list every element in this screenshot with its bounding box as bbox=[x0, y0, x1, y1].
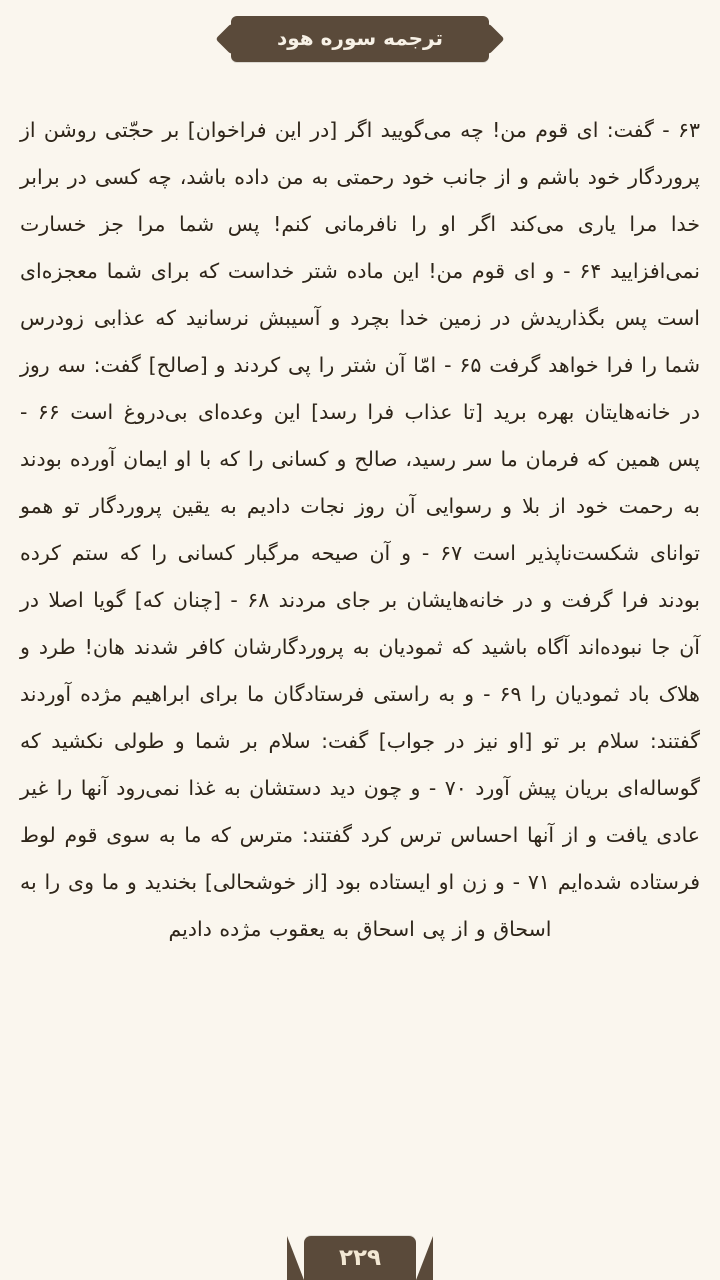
page-header bbox=[0, 0, 720, 78]
surah-title-plate bbox=[231, 16, 489, 62]
page-title: ترجمه سوره هود bbox=[276, 26, 444, 50]
page-number: ۲۲۹ bbox=[338, 1245, 382, 1271]
page-number-plate bbox=[304, 1236, 416, 1280]
translation-body bbox=[0, 78, 720, 953]
page-footer bbox=[0, 1218, 720, 1280]
verse-paragraph: ۶۳ - گفت: ای قوم من! چه می‌گویید اگر [در این فراخوان] بر حجّتی روشن از پروردگار خود باشم و از جانب خود رحمتی به من داده باشد، چه کسی در برابر خدا مرا یاری می‌کند اگر او را نافرمانی کنم! پس شما مرا جز خسارت نمی‌افزایید ۶۴ - و ای قوم من! این ماده شتر خداست که برای شما معجزه‌ای است پس بگذاریدش در زمین خدا بچرد و آسیبش نرسانید که عذابی زودرس شما را فرا خواهد گرفت ۶۵ - امّا آن شتر را پی کردند و [صالح] گفت: سه روز در خانه‌هایتان بهره برید [تا عذاب فرا رسد] این وعده‌ای بی‌دروغ است ۶۶ - پس همین که فرمان ما سر رسید، صالح و کسانی را که با او ایمان آورده بودند به رحمت خود از بلا و رسوایی آن روز نجات دادیم به یقین پروردگار تو همو توانای شکست‌ناپذیر است ۶۷ - و آن صیحه مرگبار کسانی را که ستم کرده بودند فرا گرفت و در خانه‌هایشان بر جای مردند ۶۸ - [چنان که] گویا اصلا در آن جا نبوده‌اند آگاه باشید که ثمودیان به پروردگارشان کافر شدند هان! طرد و هلاک باد ثمودیان را ۶۹ - و به راستی فرستادگان ما برای ابراهیم مژده آوردند گفتند: سلام بر تو [او نیز در جواب] گفت: سلام بر شما و طولی نکشید که گوساله‌ای بریان پیش آورد ۷۰ - و چون دید دستشان به غذا نمی‌رود آنها را غیر عادی یافت و از آنها احساس ترس کرد گفتند: مترس که ما به سوی قوم لوط فرستاده شده‌ایم ۷۱ - و زن او ایستاده بود [از خوشحالی] بخندید و ما وی را به اسحاق و از پی اسحاق به یعقوب مژده دادیم bbox=[20, 117, 701, 941]
